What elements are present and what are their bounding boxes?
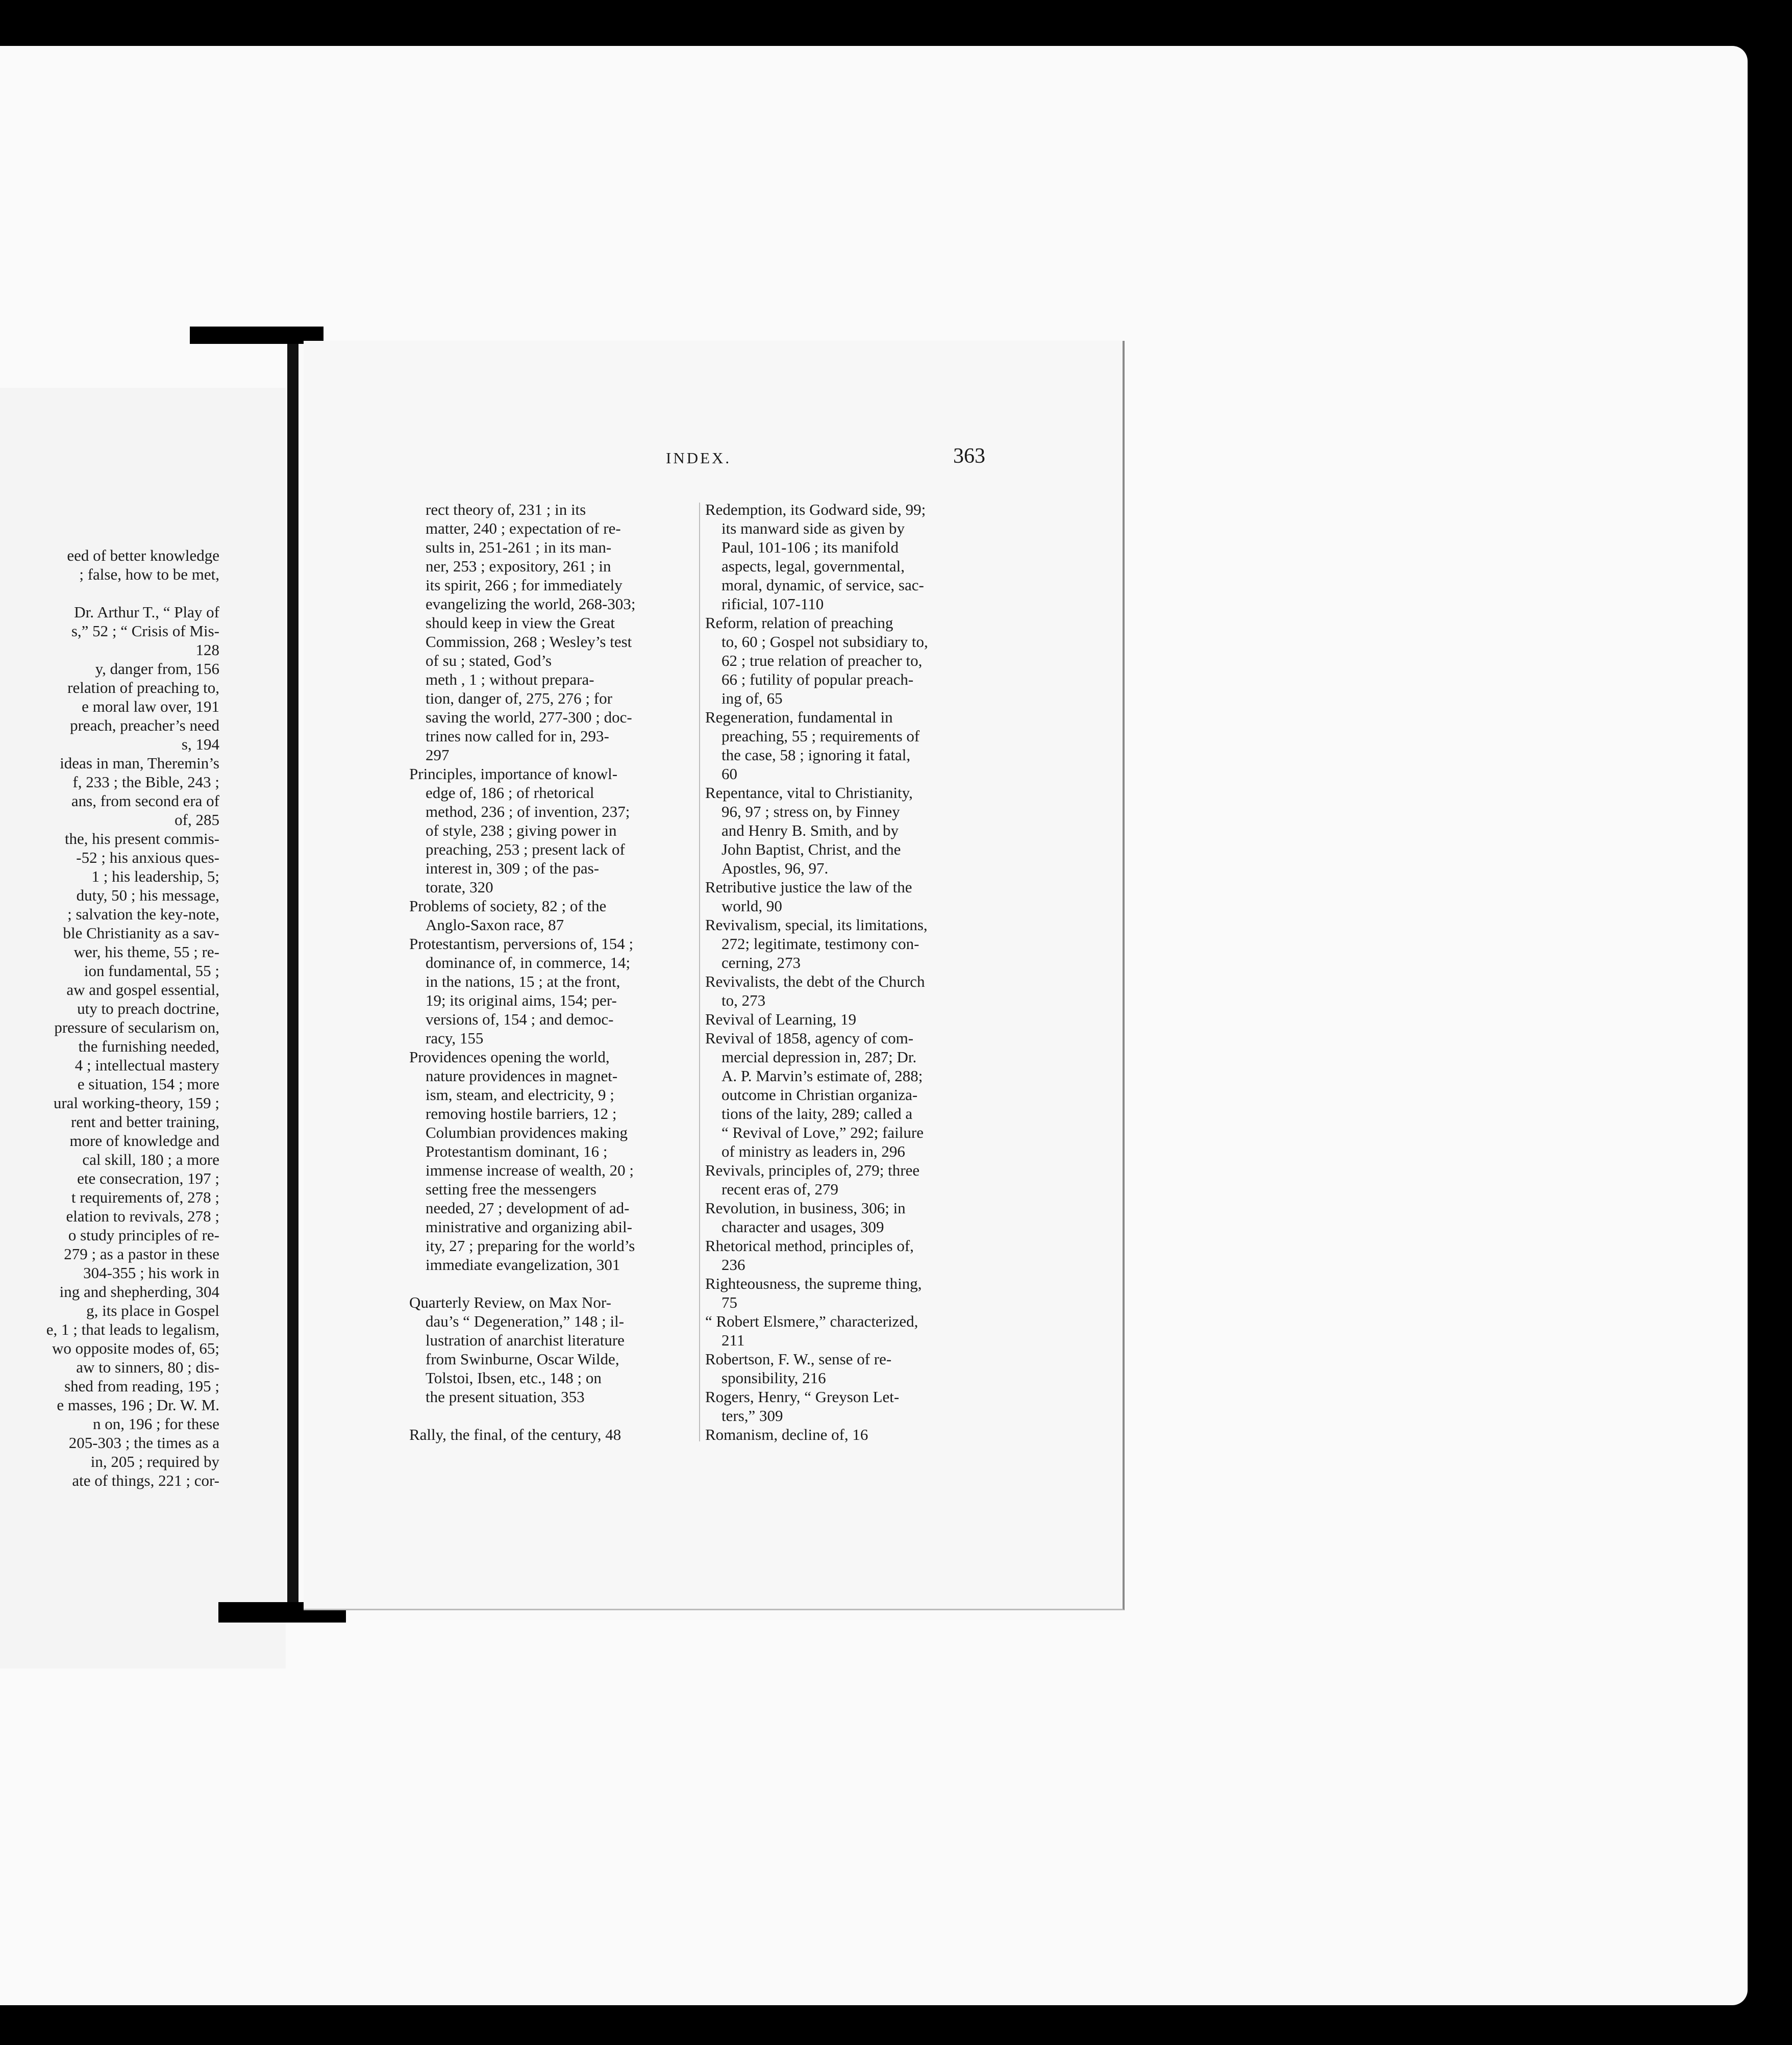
- index-entry-line: dominance of, in commerce, 14;: [426, 954, 631, 971]
- index-entry-line: the case, 58 ; ignoring it fatal,: [721, 746, 911, 764]
- index-column-left: [409, 500, 694, 1444]
- left-page-line: n on, 196 ; for these: [93, 1415, 219, 1433]
- index-entry-line: Paul, 101-106 ; its manifold: [721, 538, 899, 556]
- left-page-line: relation of preaching to,: [67, 679, 219, 696]
- index-entry-line: Redemption, its Godward side, 99;: [705, 501, 926, 518]
- page-gutter: [287, 329, 298, 1607]
- index-entry-line: saving the world, 277-300 ; doc-: [426, 708, 632, 726]
- index-entry-line: ner, 253 ; expository, 261 ; in: [426, 557, 611, 575]
- index-entry-line: Revival of 1858, agency of com-: [705, 1029, 914, 1047]
- left-page-line: wo opposite modes of, 65;: [52, 1339, 219, 1357]
- left-page-fragment: [0, 388, 286, 1668]
- index-entry-line: aspects, legal, governmental,: [721, 557, 905, 575]
- left-page-line: 128: [195, 641, 219, 659]
- index-entry-line: should keep in view the Great: [426, 614, 615, 632]
- index-entry-line: its manward side as given by: [721, 519, 905, 537]
- index-entry-line: Rogers, Henry, “ Greyson Let-: [705, 1388, 900, 1406]
- index-entry: [409, 934, 694, 1048]
- index-entry-line: recent eras of, 279: [721, 1180, 838, 1198]
- index-entry: [705, 915, 991, 972]
- index-entry-line: world, 90: [721, 897, 782, 915]
- index-entry-line: ministrative and organizing abil-: [426, 1218, 632, 1236]
- left-page-line: f, 233 ; the Bible, 243 ;: [72, 773, 219, 791]
- index-entry-line: 66 ; futility of popular preach-: [721, 670, 914, 688]
- left-page-line: s,” 52 ; “ Crisis of Mis-: [71, 622, 219, 640]
- index-entry-line: Revivalists, the debt of the Church: [705, 972, 925, 990]
- left-page-line: e situation, 154 ; more: [77, 1075, 219, 1093]
- index-entry: [705, 878, 991, 915]
- index-entry-line: tion, danger of, 275, 276 ; for: [426, 689, 612, 707]
- index-entry-line: outcome in Christian organiza-: [721, 1086, 918, 1104]
- left-page-line: ing and shepherding, 304: [59, 1283, 219, 1301]
- index-entry-line: edge of, 186 ; of rhetorical: [426, 784, 594, 802]
- index-entry-line: Protestantism, perversions of, 154 ;: [409, 935, 634, 953]
- index-entry-line: character and usages, 309: [721, 1218, 884, 1236]
- index-entry-line: Reform, relation of preaching: [705, 614, 893, 632]
- index-entry: [705, 1274, 991, 1312]
- index-entry-line: Anglo-Saxon race, 87: [426, 916, 564, 934]
- index-entry-line: lustration of anarchist literature: [426, 1331, 625, 1349]
- index-entry: [705, 1387, 991, 1425]
- index-entry-line: preaching, 55 ; requirements of: [721, 727, 920, 745]
- left-page-line: aw to sinners, 80 ; dis-: [76, 1358, 219, 1376]
- index-entry-line: trines now called for in, 293-: [426, 727, 609, 745]
- index-entry-line: immediate evangelization, 301: [426, 1256, 620, 1274]
- index-entry-line: sponsibility, 216: [721, 1369, 826, 1387]
- index-entry-line: “ Robert Elsmere,” characterized,: [705, 1312, 918, 1330]
- left-page-line: of, 285: [175, 811, 219, 829]
- index-entry-line: setting free the messengers: [426, 1180, 596, 1198]
- index-entry-line: dau’s “ Degeneration,” 148 ; il-: [426, 1312, 625, 1330]
- index-entry: [409, 764, 694, 896]
- index-entry-line: cerning, 273: [721, 954, 801, 971]
- left-page-line: cal skill, 180 ; a more: [82, 1151, 219, 1168]
- left-page-line: 304-355 ; his work in: [83, 1264, 219, 1282]
- index-entry-line: Columbian providences making: [426, 1124, 628, 1141]
- left-page-line: eed of better knowledge: [67, 546, 219, 564]
- left-page-line: e masses, 196 ; Dr. W. M.: [57, 1396, 219, 1414]
- index-entry: [705, 783, 991, 878]
- index-entry-line: 272; legitimate, testimony con-: [721, 935, 919, 953]
- index-entry-line: 19; its original aims, 154; per-: [426, 991, 617, 1009]
- index-entry-line: 75: [721, 1293, 737, 1311]
- index-entry-line: Tolstoi, Ibsen, etc., 148 ; on: [426, 1369, 602, 1387]
- index-entry-line: method, 236 ; of invention, 237;: [426, 803, 630, 820]
- index-entry-line: evangelizing the world, 268-303;: [426, 595, 636, 613]
- index-entry-line: of su ; stated, God’s: [426, 652, 552, 669]
- left-page-line: rent and better training,: [71, 1113, 219, 1131]
- index-entry-line: 62 ; true relation of preacher to,: [721, 652, 923, 669]
- left-page-line: aw and gospel essential,: [66, 981, 219, 999]
- index-entry: [409, 500, 694, 764]
- index-entry-line: versions of, 154 ; and democ-: [426, 1010, 614, 1028]
- index-entry-line: 236: [721, 1256, 745, 1274]
- index-entry-line: in the nations, 15 ; at the front,: [426, 972, 620, 990]
- index-entry-line: racy, 155: [426, 1029, 484, 1047]
- index-entry-line: Commission, 268 ; Wesley’s test: [426, 633, 632, 651]
- left-page-line: Dr. Arthur T., “ Play of: [74, 603, 219, 621]
- index-entry-line: Revolution, in business, 306; in: [705, 1199, 906, 1217]
- index-entry-line: 96, 97 ; stress on, by Finney: [721, 803, 900, 820]
- index-entry-line: the present situation, 353: [426, 1388, 585, 1406]
- left-page-line: 205-303 ; the times as a: [68, 1434, 219, 1452]
- column-divider: [699, 503, 700, 1441]
- index-entry-line: matter, 240 ; expectation of re-: [426, 519, 621, 537]
- left-page-line: ans, from second era of: [71, 792, 219, 810]
- index-entry-line: preaching, 253 ; present lack of: [426, 840, 625, 858]
- left-page-line: the, his present commis-: [64, 830, 219, 847]
- index-entry-line: from Swinburne, Oscar Wilde,: [426, 1350, 619, 1368]
- index-entry-line: ing of, 65: [721, 689, 783, 707]
- left-page-line: e, 1 ; that leads to legalism,: [46, 1320, 219, 1338]
- left-page-line: s, 194: [181, 735, 219, 753]
- index-entry: [705, 1029, 991, 1161]
- index-entry-line: Revivals, principles of, 279; three: [705, 1161, 920, 1179]
- index-entry-line: meth , 1 ; without prepara-: [426, 670, 594, 688]
- left-page-line: ion fundamental, 55 ;: [84, 962, 219, 980]
- index-entry: [409, 1293, 694, 1406]
- index-entry-line: interest in, 309 ; of the pas-: [426, 859, 600, 877]
- index-entry: [705, 1350, 991, 1387]
- index-entry-line: Robertson, F. W., sense of re-: [705, 1350, 892, 1368]
- index-entry-line: Apostles, 96, 97.: [721, 859, 829, 877]
- left-page-line: shed from reading, 195 ;: [64, 1377, 219, 1395]
- left-page-line: ate of things, 221 ; cor-: [72, 1472, 219, 1489]
- index-entry-line: Retributive justice the law of the: [705, 878, 912, 896]
- left-page-line: g, its place in Gospel: [86, 1302, 219, 1319]
- index-entry: [409, 896, 694, 934]
- left-page-line: -52 ; his anxious ques-: [76, 849, 219, 866]
- index-entry-line: John Baptist, Christ, and the: [721, 840, 901, 858]
- index-entry-line: Rally, the final, of the century, 48: [409, 1426, 621, 1443]
- index-entry-line: moral, dynamic, of service, sac-: [721, 576, 924, 594]
- index-entry: [705, 972, 991, 1010]
- index-entry-line: Repentance, vital to Christianity,: [705, 784, 913, 802]
- index-entry-line: Revivalism, special, its limitations,: [705, 916, 928, 934]
- index-entry-line: to, 60 ; Gospel not subsidiary to,: [721, 633, 928, 651]
- index-entry: [705, 613, 991, 708]
- index-entry: [705, 1199, 991, 1236]
- index-entry-line: rect theory of, 231 ; in its: [426, 501, 586, 518]
- index-entry-line: Protestantism dominant, 16 ;: [426, 1142, 608, 1160]
- index-entry-line: Rhetorical method, principles of,: [705, 1237, 914, 1255]
- left-page-line: t requirements of, 278 ;: [71, 1188, 219, 1206]
- left-page-line: ; false, how to be met,: [79, 565, 219, 583]
- page-number: 363: [953, 444, 985, 468]
- index-entry: [705, 500, 991, 613]
- left-page-line: e moral law over, 191: [82, 697, 219, 715]
- left-page-line: more of knowledge and: [69, 1132, 219, 1150]
- index-entry: [705, 708, 991, 783]
- index-entry-line: immense increase of wealth, 20 ;: [426, 1161, 634, 1179]
- left-page-line: pressure of secularism on,: [54, 1018, 219, 1036]
- index-entry-line: 297: [426, 746, 450, 764]
- index-entry-line: sults in, 251-261 ; in its man-: [426, 538, 612, 556]
- left-page-line: in, 205 ; required by: [90, 1453, 219, 1470]
- index-entry-line: Problems of society, 82 ; of the: [409, 897, 607, 915]
- left-page-line: preach, preacher’s need: [70, 716, 219, 734]
- left-page-line: ble Christianity as a sav-: [63, 924, 219, 942]
- index-entry-line: torate, 320: [426, 878, 493, 896]
- running-head: INDEX.: [666, 449, 732, 467]
- left-page-line: wer, his theme, 55 ; re-: [73, 943, 219, 961]
- left-page-line: elation to revivals, 278 ;: [66, 1207, 219, 1225]
- left-page-line: duty, 50 ; his message,: [76, 886, 219, 904]
- left-page-line: o study principles of re-: [68, 1226, 219, 1244]
- index-entry-line: needed, 27 ; development of ad-: [426, 1199, 630, 1217]
- index-entry: [705, 1312, 991, 1350]
- index-entry: [705, 1236, 991, 1274]
- index-entry-line: mercial depression in, 287; Dr.: [721, 1048, 917, 1066]
- index-entry-line: removing hostile barriers, 12 ;: [426, 1105, 617, 1123]
- index-entry-line: Righteousness, the supreme thing,: [705, 1275, 922, 1292]
- index-entry: [705, 1425, 991, 1444]
- index-entry-line: of style, 238 ; giving power in: [426, 821, 617, 839]
- left-page-line: y, danger from, 156: [95, 660, 219, 678]
- index-entry: [409, 1048, 694, 1274]
- left-page-line: ideas in man, Theremin’s: [60, 754, 219, 772]
- index-entry-line: Quarterly Review, on Max Nor-: [409, 1293, 611, 1311]
- index-entry-line: Regeneration, fundamental in: [705, 708, 893, 726]
- index-entry-line: its spirit, 266 ; for immediately: [426, 576, 623, 594]
- left-page-line: ural working-theory, 159 ;: [53, 1094, 219, 1112]
- left-page-line: the furnishing needed,: [78, 1037, 219, 1055]
- index-entry-line: Providences opening the world,: [409, 1048, 610, 1066]
- index-column-right: [705, 500, 991, 1444]
- left-page-line: 279 ; as a pastor in these: [64, 1245, 219, 1263]
- left-page-line: [0, 584, 219, 603]
- index-entry-line: A. P. Marvin’s estimate of, 288;: [721, 1067, 923, 1085]
- index-entry-line: ters,” 309: [721, 1407, 783, 1425]
- left-page-line: ete consecration, 197 ;: [77, 1169, 219, 1187]
- index-entry-line: to, 273: [721, 991, 766, 1009]
- left-page-line: ; salvation the key-note,: [67, 905, 219, 923]
- left-page-line: 1 ; his leadership, 5;: [91, 867, 219, 885]
- index-entry-line: “ Revival of Love,” 292; failure: [721, 1124, 924, 1141]
- index-entry: [705, 1010, 991, 1029]
- index-entry-line: rificial, 107-110: [721, 595, 824, 613]
- index-entry-line: nature providences in magnet-: [426, 1067, 618, 1085]
- index-entry-line: 211: [721, 1331, 745, 1349]
- index-entry: [705, 1161, 991, 1199]
- index-entry-line: Romanism, decline of, 16: [705, 1426, 868, 1443]
- left-page-text: [0, 546, 219, 1490]
- index-entry-line: of ministry as leaders in, 296: [721, 1142, 905, 1160]
- index-entry: [409, 1425, 694, 1444]
- left-page-line: uty to preach doctrine,: [77, 1000, 219, 1017]
- index-entry-line: 60: [721, 765, 737, 783]
- index-entry-line: ism, steam, and electricity, 9 ;: [426, 1086, 614, 1104]
- index-entry-line: ity, 27 ; preparing for the world’s: [426, 1237, 635, 1255]
- left-page-line: 4 ; intellectual mastery: [74, 1056, 219, 1074]
- index-entry-line: and Henry B. Smith, and by: [721, 821, 899, 839]
- index-entry-line: tions of the laity, 289; called a: [721, 1105, 913, 1123]
- index-entry-line: Principles, importance of knowl-: [409, 765, 618, 783]
- index-entry-line: Revival of Learning, 19: [705, 1010, 857, 1028]
